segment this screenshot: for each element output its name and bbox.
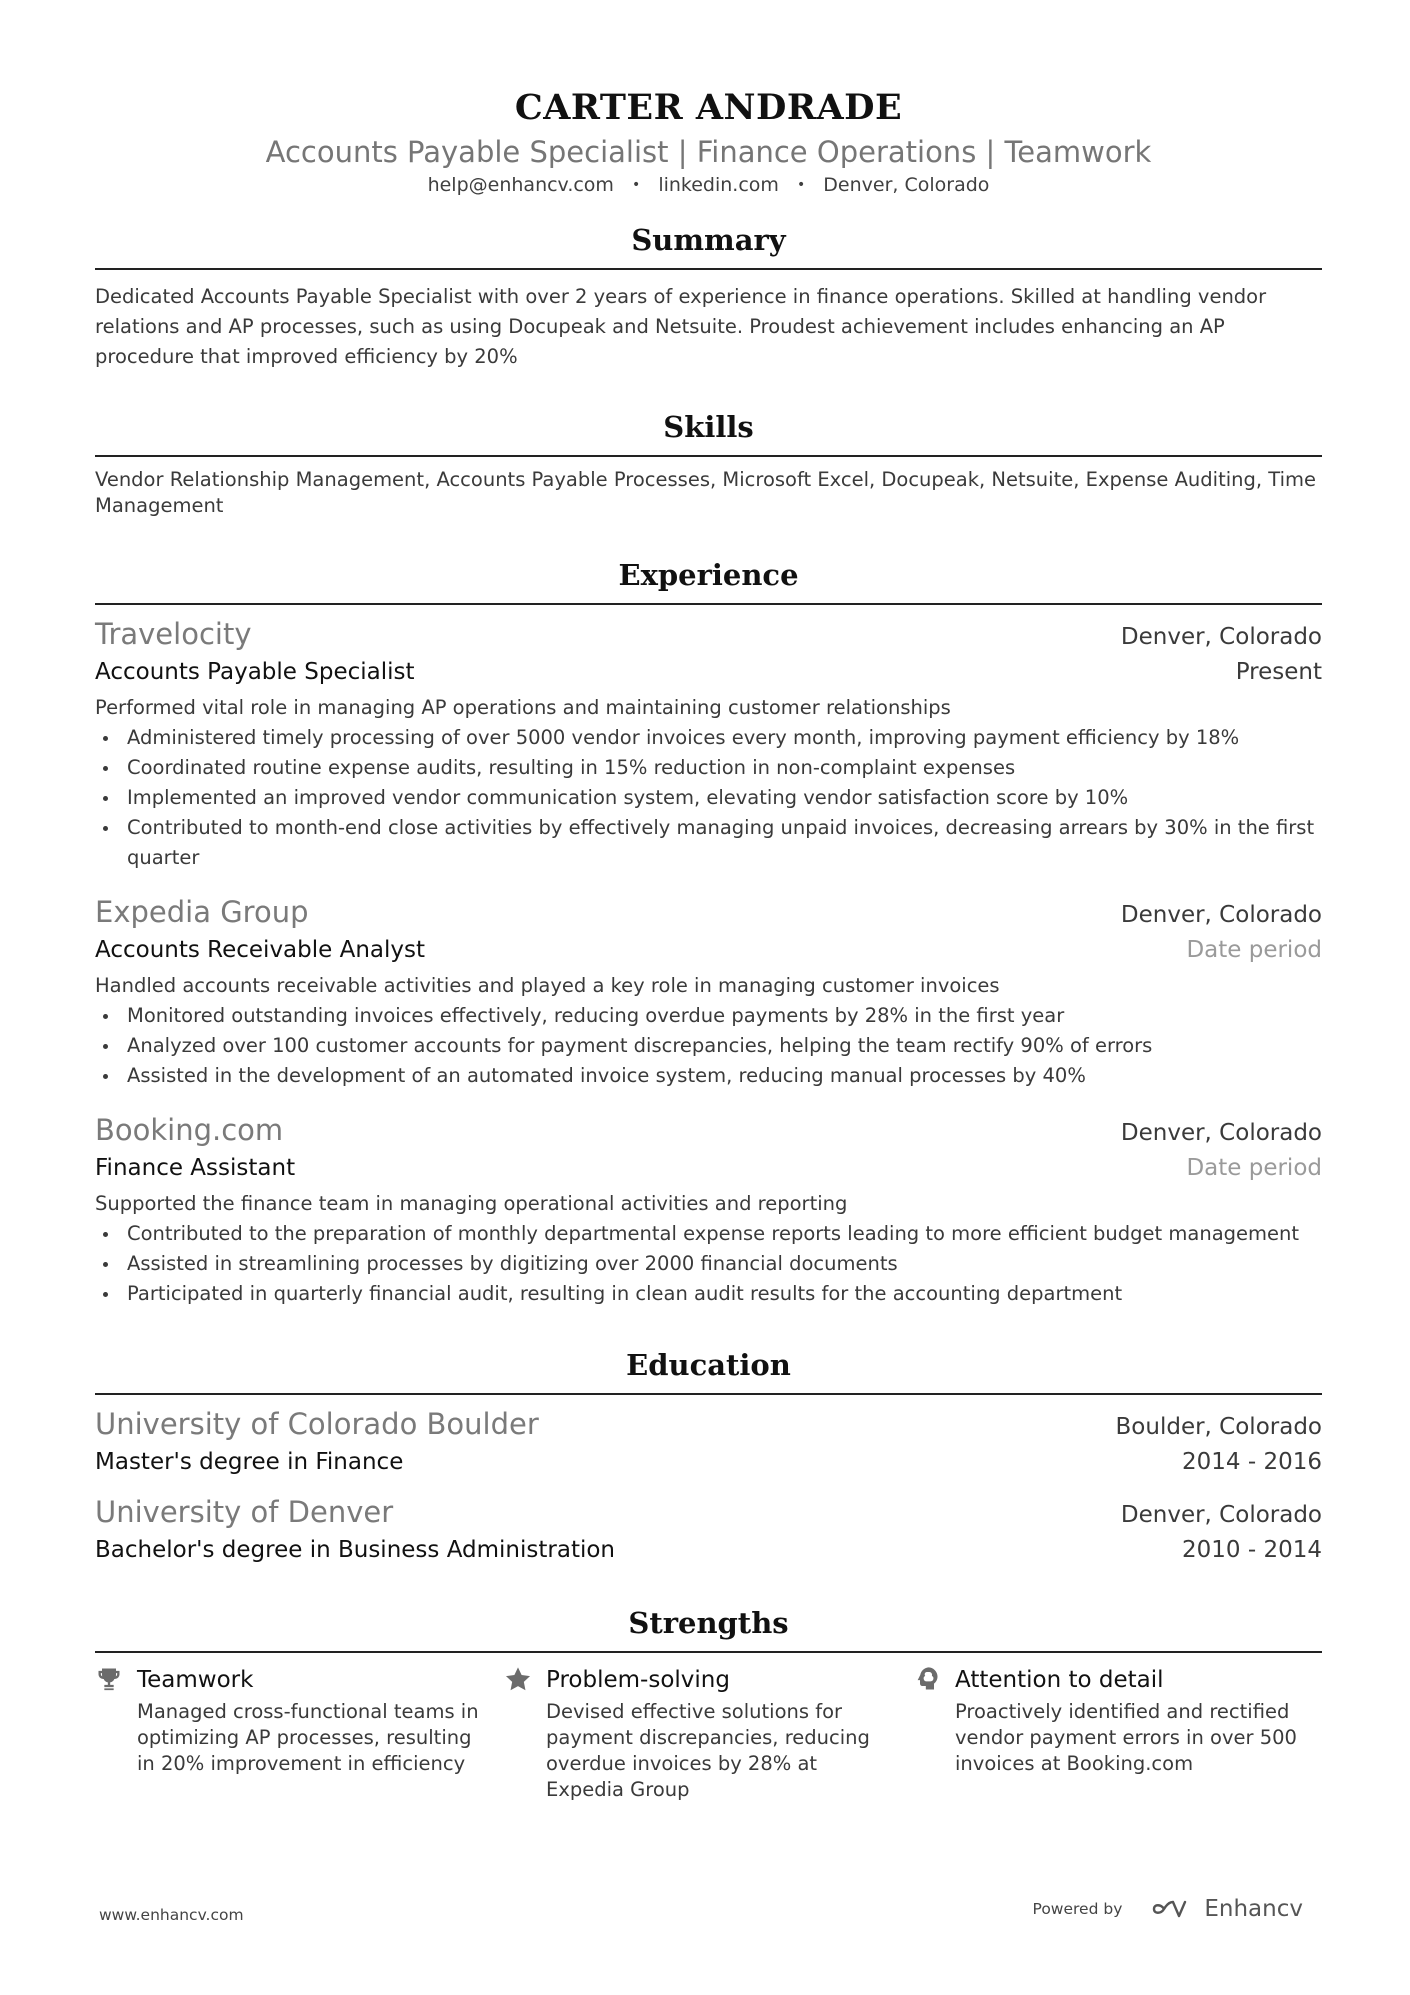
section-divider — [95, 268, 1322, 270]
strengths-grid — [95, 1663, 1322, 1803]
location-text: Denver, Colorado — [823, 174, 990, 196]
achievement-item: Administered timely processing of over 5000 vendor invoices every month, improving payment efficiency by 18% — [95, 723, 1322, 753]
job-location: Denver, Colorado — [1120, 1120, 1322, 1146]
achievement-item: Monitored outstanding invoices effectively, reducing overdue payments by 28% in the first year — [95, 1001, 1322, 1031]
footer-website[interactable]: www.enhancv.com — [99, 1906, 244, 1924]
brain-icon — [913, 1663, 955, 1803]
section-divider — [95, 1651, 1322, 1653]
section-divider — [95, 1393, 1322, 1395]
strength-item — [913, 1663, 1322, 1803]
powered-by-label: Powered by — [1032, 1900, 1123, 1918]
achievement-item: Analyzed over 100 customer accounts for payment discrepancies, helping the team rectify 90% of errors — [95, 1031, 1322, 1061]
achievement-item: Implemented an improved vendor communication system, elevating vendor satisfaction score by 10% — [95, 783, 1322, 813]
section-divider — [95, 603, 1322, 605]
strengths-section — [95, 1603, 1322, 1803]
star-icon — [504, 1663, 546, 1803]
section-divider — [95, 455, 1322, 457]
job-description: Handled accounts receivable activities and played a key role in managing customer invoices — [95, 974, 1000, 997]
education-section — [95, 1345, 1322, 1569]
experience-entry — [95, 893, 1322, 1091]
school-name: University of Denver — [95, 1495, 394, 1529]
job-title: Accounts Receivable Analyst — [95, 937, 426, 963]
section-title-strengths: Strengths — [628, 1606, 789, 1640]
strength-item — [95, 1663, 504, 1803]
bullet-separator: • — [632, 177, 641, 193]
achievement-list — [95, 1001, 1322, 1091]
education-date: 2014 - 2016 — [1182, 1449, 1322, 1475]
job-location: Denver, Colorado — [1120, 624, 1322, 650]
job-date: Date period — [1186, 937, 1322, 963]
achievement-item: Assisted in streamlining processes by digitizing over 2000 financial documents — [95, 1249, 1322, 1279]
company-name: Travelocity — [95, 617, 252, 651]
strength-title: Teamwork — [137, 1667, 254, 1693]
achievement-item: Contributed to the preparation of monthly departmental expense reports leading to more efficient budget management — [95, 1219, 1322, 1249]
linkedin-link[interactable]: linkedin.com — [658, 174, 779, 196]
degree-name: Bachelor's degree in Business Administration — [95, 1537, 616, 1563]
resume-header — [95, 0, 1322, 198]
strength-description: Proactively identified and rectified vendor payment errors in over 500 invoices at Booking.com — [955, 1700, 1297, 1775]
experience-section — [95, 555, 1322, 1309]
resume-page — [95, 0, 1322, 1803]
contact-line — [95, 172, 1322, 198]
summary-text: Dedicated Accounts Payable Specialist with over 2 years of experience in finance operations. Skilled at handling vendor relations and AP processes, such as using Docupeak and Netsuite. Proudest achievement includes enhancing an AP procedure that improved efficiency by 20% — [95, 285, 1267, 368]
achievement-item: Assisted in the development of an automated invoice system, reducing manual processes by 40% — [95, 1061, 1322, 1091]
strength-title: Attention to detail — [955, 1667, 1164, 1693]
section-title-experience: Experience — [618, 558, 799, 592]
brand-logo[interactable] — [1150, 1896, 1303, 1922]
achievement-item: Contributed to month-end close activities by effectively managing unpaid invoices, decreasing arrears by 30% in the first quarter — [95, 813, 1322, 873]
education-entry — [95, 1405, 1322, 1481]
section-title-summary: Summary — [631, 223, 786, 257]
school-location: Boulder, Colorado — [1115, 1414, 1322, 1440]
degree-name: Master's degree in Finance — [95, 1449, 404, 1475]
job-title: Accounts Payable Specialist — [95, 659, 415, 685]
skills-section — [95, 407, 1322, 519]
company-name: Booking.com — [95, 1113, 284, 1147]
strength-description: Devised effective solutions for payment discrepancies, reducing overdue invoices by 28% at Expedia Group — [546, 1700, 870, 1801]
enhancv-logo-icon — [1150, 1897, 1196, 1921]
section-title-education: Education — [626, 1348, 791, 1382]
strength-description: Managed cross-functional teams in optimizing AP processes, resulting in 20% improvement in efficiency — [137, 1700, 479, 1775]
job-description: Performed vital role in managing AP operations and maintaining customer relationships — [95, 696, 951, 719]
education-date: 2010 - 2014 — [1182, 1537, 1322, 1563]
headline: Accounts Payable Specialist | Finance Operations | Teamwork — [265, 135, 1152, 169]
achievement-list — [95, 1219, 1322, 1309]
trophy-icon — [95, 1663, 137, 1803]
education-entry — [95, 1493, 1322, 1569]
achievement-item: Coordinated routine expense audits, resulting in 15% reduction in non-complaint expenses — [95, 753, 1322, 783]
achievement-item: Participated in quarterly financial audit, resulting in clean audit results for the accounting department — [95, 1279, 1322, 1309]
email-link[interactable]: help@enhancv.com — [427, 174, 614, 196]
strength-title: Problem-solving — [546, 1667, 730, 1693]
bullet-separator: • — [796, 177, 806, 193]
job-description: Supported the finance team in managing operational activities and reporting — [95, 1192, 848, 1215]
footer-branding — [1033, 1896, 1303, 1922]
job-date: Date period — [1186, 1155, 1322, 1181]
skills-text: Vendor Relationship Management, Accounts Payable Processes, Microsoft Excel, Docupeak, Netsuite, Expense Auditing, Time Management — [95, 468, 1316, 517]
job-date: Present — [1235, 659, 1322, 685]
experience-entry — [95, 615, 1322, 873]
experience-entry — [95, 1111, 1322, 1309]
school-name: University of Colorado Boulder — [95, 1407, 539, 1441]
brand-name: Enhancv — [1204, 1896, 1303, 1922]
company-name: Expedia Group — [95, 895, 309, 929]
candidate-name: CARTER ANDRADE — [514, 87, 903, 128]
strength-item — [504, 1663, 913, 1803]
job-location: Denver, Colorado — [1120, 902, 1322, 928]
job-title: Finance Assistant — [95, 1155, 296, 1181]
summary-section — [95, 220, 1322, 372]
section-title-skills: Skills — [663, 410, 754, 444]
school-location: Denver, Colorado — [1120, 1502, 1322, 1528]
achievement-list — [95, 723, 1322, 873]
